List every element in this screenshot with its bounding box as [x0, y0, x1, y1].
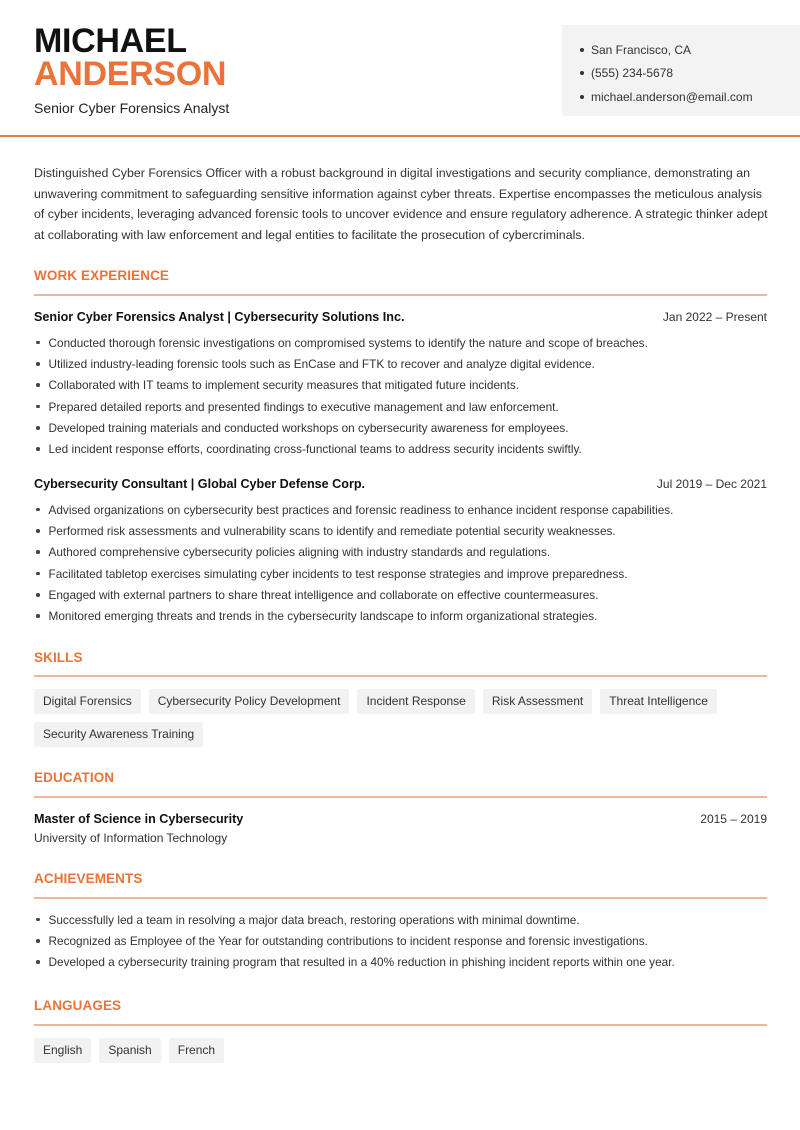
- languages-list: [34, 1038, 774, 1063]
- skill-chip: Risk Assessment: [483, 689, 592, 714]
- skill-chip: Digital Forensics: [34, 689, 141, 714]
- section-divider: [34, 1024, 767, 1026]
- job-role: Senior Cyber Forensics Analyst | Cybersecurity Solutions Inc.: [34, 310, 405, 324]
- degree: Master of Science in Cybersecurity: [34, 812, 244, 826]
- section-divider: [34, 294, 767, 296]
- skill-chip: Cybersecurity Policy Development: [149, 689, 350, 714]
- skills-list: [34, 689, 774, 747]
- bullet-icon: [36, 341, 40, 345]
- list-item: Utilized industry-leading forensic tools such as EnCase and FTK to recover and analyze digital evidence.: [34, 353, 774, 374]
- bullet-icon: [36, 593, 40, 597]
- job-bullets: [34, 499, 774, 627]
- skill-chip: Incident Response: [357, 689, 474, 714]
- job-bullets: [34, 332, 774, 460]
- list-item: Led incident response efforts, coordinating cross-functional teams to address security incidents swiftly.: [34, 438, 774, 459]
- bullet-icon: [36, 572, 40, 576]
- bullet-icon: [36, 447, 40, 451]
- job-dates: Jan 2022 – Present: [662, 310, 767, 324]
- bullet-icon: [36, 960, 40, 964]
- bullet-icon: [36, 508, 40, 512]
- list-item: Authored comprehensive cybersecurity policies aligning with industry standards and regulations.: [34, 542, 774, 563]
- list-item: Developed a cybersecurity training program that resulted in a 40% reduction in phishing incident reports within one year.: [34, 952, 774, 973]
- job-dates: Jul 2019 – Dec 2021: [656, 477, 767, 491]
- bullet-icon: [580, 71, 584, 75]
- list-item: Collaborated with IT teams to implement security measures that mitigated future incidents.: [34, 375, 774, 396]
- section-divider: [34, 796, 767, 798]
- bullet-icon: [580, 48, 584, 52]
- education-header: [34, 812, 767, 826]
- bullet-icon: [36, 529, 40, 533]
- job-header: [34, 310, 767, 324]
- contact-box: [562, 25, 800, 116]
- list-item: Prepared detailed reports and presented findings to executive management and law enforcement.: [34, 396, 774, 417]
- section-divider: [34, 897, 767, 899]
- contact-phone: (555) 234-5678: [580, 62, 800, 86]
- skill-chip: Threat Intelligence: [600, 689, 717, 714]
- resume-header: [0, 0, 800, 137]
- list-item: Engaged with external partners to share threat intelligence and collaborate on effective countermeasures.: [34, 584, 774, 605]
- bullet-icon: [36, 426, 40, 430]
- contact-email: michael.anderson@email.com: [580, 85, 800, 109]
- list-item: Facilitated tabletop exercises simulating cyber incidents to test response strategies and improve preparedness.: [34, 563, 774, 584]
- section-title-languages: LANGUAGES: [34, 998, 122, 1013]
- bullet-icon: [36, 550, 40, 554]
- list-item: Recognized as Employee of the Year for outstanding contributions to incident response and forensic investigations.: [34, 930, 774, 951]
- bullet-icon: [36, 362, 40, 366]
- achievement-bullets: [34, 909, 774, 973]
- section-title-education: EDUCATION: [34, 770, 115, 785]
- first-name: MICHAEL: [34, 22, 187, 60]
- list-item: Advised organizations on cybersecurity best practices and forensic readiness to enhance incident response capabilities.: [34, 499, 774, 520]
- bullet-icon: [36, 614, 40, 618]
- job-header: [34, 477, 767, 491]
- section-title-skills: SKILLS: [34, 650, 83, 665]
- education-dates: 2015 – 2019: [700, 812, 767, 826]
- summary: Distinguished Cyber Forensics Officer with a robust background in digital investigations and security compliance, demonstrating an unwavering commitment to safeguarding sensitive information against cyber threats. Expertise encompasses the meticulous analysis of cyber incidents, leveraging advanced forensic tools to uncover evidence and ensure regulatory adherence. A strategic thinker adept at collaborating with law enforcement and legal entities to facilitate the prosecution of cybercriminals.: [34, 166, 768, 242]
- list-item: Performed risk assessments and vulnerability scans to identify and remediate potential security weaknesses.: [34, 520, 774, 541]
- school: University of Information Technology: [34, 831, 228, 845]
- section-title-achievements: ACHIEVEMENTS: [34, 871, 143, 886]
- list-item: Successfully led a team in resolving a major data breach, restoring operations with minimal downtime.: [34, 909, 774, 930]
- bullet-icon: [36, 939, 40, 943]
- bullet-icon: [36, 405, 40, 409]
- list-item: Monitored emerging threats and trends in the cybersecurity landscape to inform organizational strategies.: [34, 605, 774, 626]
- bullet-icon: [36, 383, 40, 387]
- language-chip: Spanish: [99, 1038, 160, 1063]
- job-title: Senior Cyber Forensics Analyst: [34, 100, 230, 116]
- list-item: Developed training materials and conducted workshops on cybersecurity awareness for employees.: [34, 417, 774, 438]
- bullet-icon: [36, 918, 40, 922]
- list-item: Conducted thorough forensic investigations on compromised systems to identify the nature and scope of breaches.: [34, 332, 774, 353]
- job-role: Cybersecurity Consultant | Global Cyber Defense Corp.: [34, 477, 366, 491]
- bullet-icon: [580, 95, 584, 99]
- last-name: ANDERSON: [34, 55, 227, 93]
- language-chip: English: [34, 1038, 91, 1063]
- skill-chip: Security Awareness Training: [34, 722, 203, 747]
- section-divider: [34, 675, 767, 677]
- contact-location: San Francisco, CA: [580, 38, 800, 62]
- section-title-work: WORK EXPERIENCE: [34, 268, 170, 283]
- language-chip: French: [169, 1038, 224, 1063]
